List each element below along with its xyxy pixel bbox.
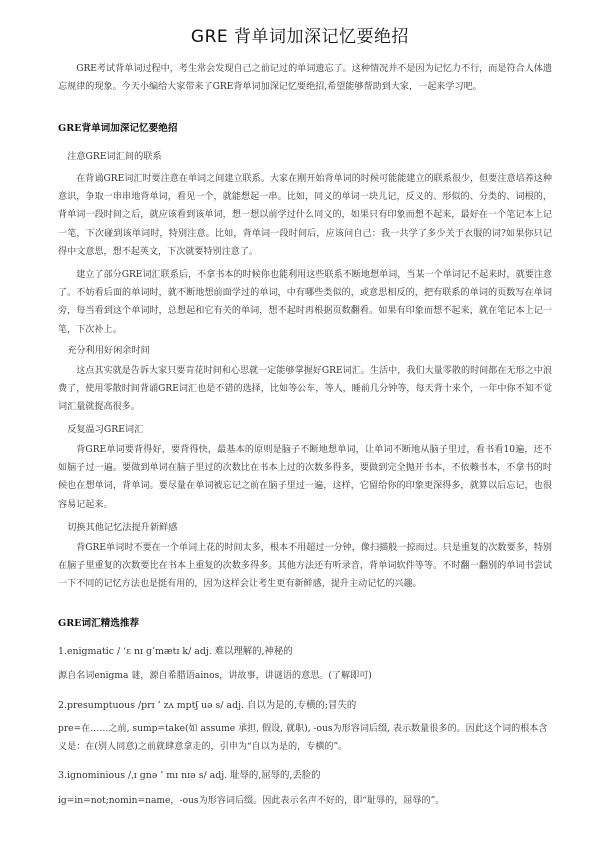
subtitle-spare-time: 充分利用好闲余时间 [67, 345, 150, 356]
vocab-entry-3: 3.ignominious /ˌɪ ɡnə ’ mɪ nɪə s/ adj. 耻辱的,屈辱的,丢脸的 [58, 770, 321, 781]
vocab-note-1: 源自名词enigma 谜，源自希腊语ainos，讲故事，讲谜语的意思。(了解即可) [58, 671, 372, 681]
vocab-heading: GRE词汇精选推荐 [58, 618, 140, 629]
vocab-entry-2: 2.presumptuous /prɪ ’ zʌ mptʃ uə s/ adj. 自以为是的,专横的;冒失的 [58, 700, 357, 711]
paragraph-connections-1: 在背诵GRE词汇时要注意在单词之间建立联系。大家在刚开始背单词的时候可能能建立的联系很少，但要注意培养这种意识，争取一串串地背单词，看见一个，就能想起一串。比如，同义的单词一块儿记，反义的、形似的、分类的、词根的，背单词一段时间之后，就应该看到该单词，想一想以前学过什么同义的，如果只有印象而想不起来，最好在一个笔记本上记一笔，下次碰到该单词时，特别注意。比如，背单词一段时间后，应该问自己：我一共学了多少关于衣服的词?如果你只记得中文意思，想不起英文，下次就要特别注意了。 [58, 174, 552, 257]
subtitle-switch-methods: 切换其他记忆法提升新鲜感 [67, 522, 178, 533]
intro-paragraph: GRE考试背单词过程中，考生常会发现自己之前记过的单词遗忘了。这种情况并不是因为记忆力不行，而是符合人体遗忘规律的现象。今天小编给大家带来了GRE背单词加深记忆要绝招,希望能够帮助到大家，一起来学习吧。 [58, 64, 552, 93]
section-heading: GRE背单词加深记忆要绝招 [58, 123, 178, 134]
subtitle-connections: 注意GRE词汇间的联系 [67, 151, 162, 162]
paragraph-spare-time: 这点其实就是告诉大家只要肯花时间和心思就一定能够掌握好GRE词汇。生活中，我们大量零散的时间都在无形之中浪费了，使用零散时间背诵GRE词汇也是不错的选择，比如等公车，等人，睡前几分钟等，每天背十来个，一年中你不知不觉词汇量就提高很多。 [58, 366, 552, 413]
vocab-note-3: ig=in=not;nomin=name，-ous为形容词后缀。因此表示名声不好的，即“耻辱的，屈辱的”。 [58, 796, 445, 806]
paragraph-switch-methods: 背GRE单词时不要在一个单词上花的时间太多，根本不用超过一分钟，像扫描般一掠而过。只是重复的次数要多，特别在脑子里重复的次数要比在书本上重复的次数多得多。其他方法还有听录音，背单词软件等等。不时翻一翻别的单词书尝试一下不同的记忆方法也是挺有用的，因为这样会让考生更有新鲜感，提升主动记忆的兴趣。 [58, 543, 552, 590]
paragraph-review: 背GRE单词要背得好，要背得快，最基本的原则是脑子不断地想单词，让单词不断地从脑子里过，看书看10遍，还不如脑子过一遍。要做到单词在脑子里过的次数比在书本上过的次数多得多，要做到完全抛开书本，不依赖书本，不拿书的时候也在想单词，背单词。要尽量在单词被忘记之前在脑子里过一遍，这样，它留给你的印象更深得多，就算以后忘记，也很容易记起来。 [58, 445, 552, 510]
page-title: GRE 背单词加深记忆要绝招 [190, 27, 410, 47]
vocab-note-2: pre=在……之前, sump=take(如 assume 承担, 假设, 就职), -ous为形容词后缀, 表示数量很多的。因此这个词的根本含义是：在(别人同意)之前就肆意拿走的，引申为“自以为是的，专横的”。 [58, 724, 548, 753]
vocab-entry-1: 1.enigmatic / ‘ɛ nɪ ɡ’mætɪ k/ adj. 难以理解的,神秘的 [58, 646, 293, 657]
paragraph-connections-2: 建立了部分GRE词汇联系后，不拿书本的时候你也能利用这些联系不断地想单词，当某一个单词记不起来时，就要注意了。不妨看后面的单词时，就不断地想前面学过的单词，中有哪些类似的，或意思相反的，把有联系的单词的页数写在单词旁，每当看到这个单词时，总想起和它有关的单词，想不起时再根据页数翻看。如果有印象而想不起来，就在笔记本上记一笔，下次补上。 [58, 270, 552, 335]
subtitle-review: 反复温习GRE词汇 [67, 424, 144, 435]
